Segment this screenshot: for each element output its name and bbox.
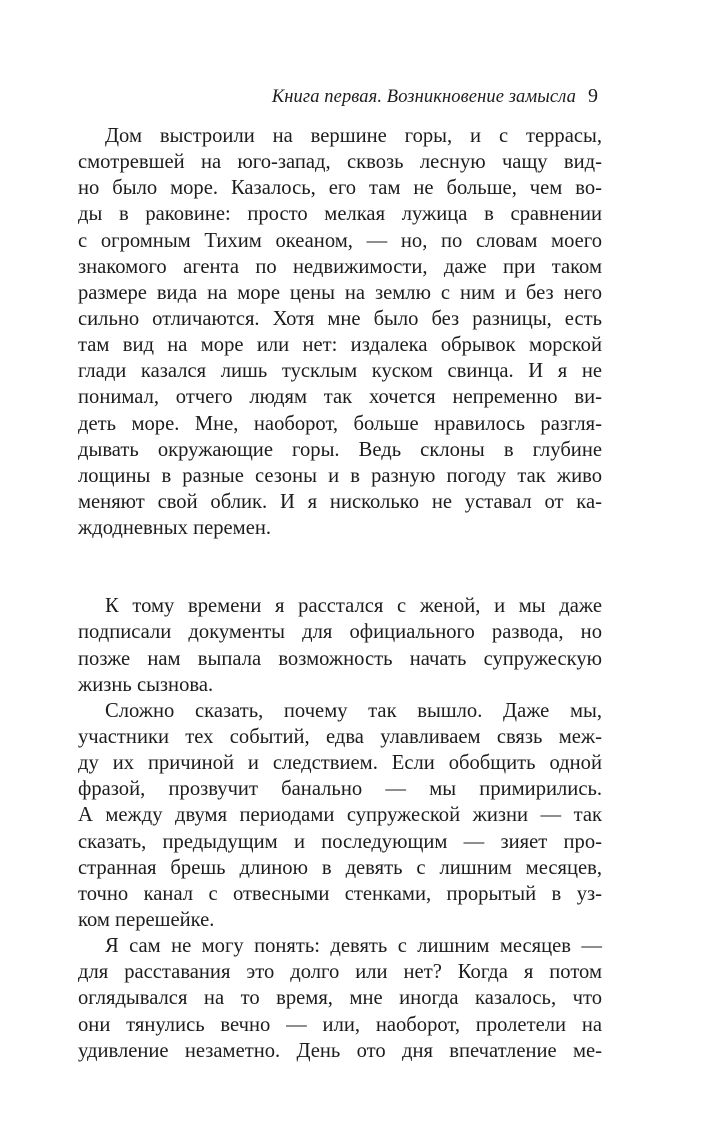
paragraph — [78, 933, 602, 1064]
text-line: ду их причиной и следствием. Если обобщить одной — [78, 752, 602, 775]
text-line: дывать окружающие горы. Ведь склоны в глубине — [78, 438, 602, 461]
paragraph — [78, 593, 602, 698]
text-line: они тянулись вечно — или, наоборот, пролетели на — [78, 1013, 602, 1036]
text-line: ком перешейке. — [78, 908, 215, 931]
section-break — [78, 541, 602, 593]
text-line: позже нам выпала возможность начать супружескую — [78, 647, 602, 670]
text-line: Я сам не могу понять: девять с лишним месяцев — — [105, 935, 602, 958]
text-line: но было море. Казалось, его там не больше, чем во- — [78, 177, 602, 200]
text-line: подписали документы для официального развода, но — [78, 621, 602, 644]
text-line: знакомого агента по недвижимости, даже при таком — [78, 255, 602, 278]
running-head — [78, 84, 598, 109]
paragraph — [78, 123, 602, 541]
text-line: фразой, прозвучит банально — мы примирились. — [78, 778, 602, 801]
text-line: ждодневных перемен. — [78, 517, 272, 540]
text-line: удивление незаметно. День ото дня впечатление ме- — [78, 1039, 602, 1062]
text-line: Сложно сказать, почему так вышло. Даже мы, — [105, 699, 602, 722]
text-line: смотревшей на юго-запад, сквозь лесную чащу вид- — [78, 151, 602, 174]
text-line: понимал, отчего людям так хочется непременно ви- — [78, 386, 602, 409]
text-line: для расставания это долго или нет? Когда я потом — [78, 961, 602, 984]
text-line: там вид на море или нет: издалека обрывок морской — [78, 334, 602, 357]
text-line: К тому времени я расстался с женой, и мы даже — [105, 595, 602, 618]
chapter-title: Книга первая. Возникновение замысла — [271, 87, 576, 107]
text-line: участники тех событий, едва улавливаем связь меж- — [78, 725, 602, 748]
page-number: 9 — [588, 85, 598, 107]
text-line: странная брешь длиною в девять с лишним месяцев, — [78, 856, 602, 879]
text-line: размере вида на море цены на землю с ним и без него — [78, 281, 602, 304]
text-line: Дом выстроили на вершине горы, и с террасы, — [105, 125, 602, 147]
body-text — [78, 123, 602, 1064]
text-line: точно канал с отвесными стенками, прорытый в уз- — [78, 882, 602, 905]
text-line: меняют свой облик. И я нисколько не уставал от ка- — [78, 490, 602, 513]
text-line: жизнь сызнова. — [78, 673, 214, 696]
text-line: сказать, предыдущим и последующим — зияет про- — [78, 830, 602, 853]
paragraph — [78, 698, 602, 933]
text-line: ды в раковине: просто мелкая лужица в сравнении — [78, 203, 602, 226]
text-line: с огромным Тихим океаном, — но, по словам моего — [78, 229, 602, 252]
text-line: сильно отличаются. Хотя мне было без разницы, есть — [78, 307, 602, 330]
text-line: А между двумя периодами супружеской жизни — так — [78, 804, 602, 827]
text-line: лощины в разные сезоны и в разную погоду так живо — [78, 464, 602, 487]
text-line: деть море. Мне, наоборот, больше нравилось разгля- — [78, 412, 602, 435]
text-line: глади казался лишь тусклым куском свинца. И я не — [78, 360, 602, 383]
text-line: оглядывался на то время, мне иногда казалось, что — [78, 987, 602, 1010]
